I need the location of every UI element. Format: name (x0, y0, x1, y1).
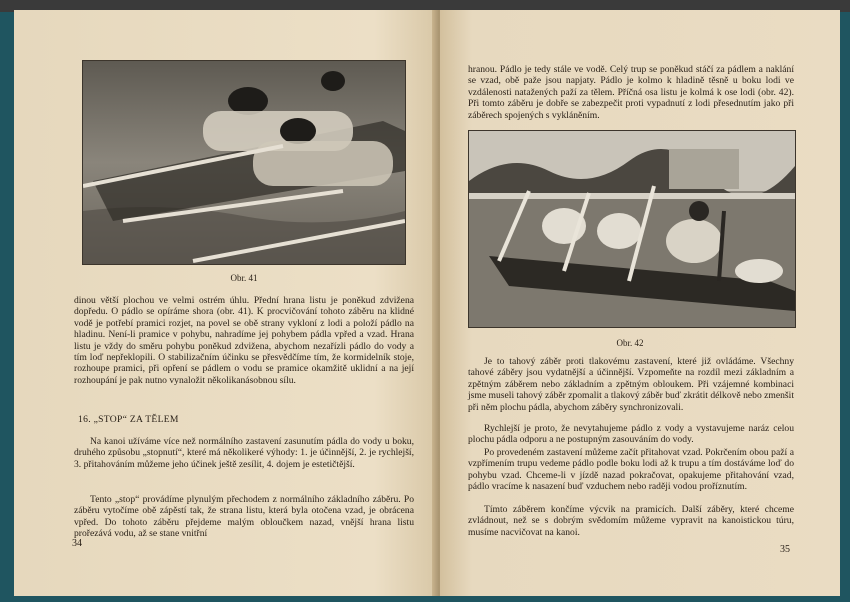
photo-obr-42 (468, 130, 796, 328)
right-paragraph-1 (468, 356, 794, 413)
right-paragraph-3 (468, 447, 794, 493)
paragraph-text: Po provedeném zastavení můžeme začít přitahovat vzad. Pokrčením obou paží a vzpřímením trupu vedeme pádlo podle boku lodi až k trupu a tím dostáváme loď do pohybu vzad. Chceme-li v jízdě nazad pokračovat, opakujeme přitahování vzad, pádlo vracíme k nasazení buď vzduchem nebo raději vodou proříznutím. (468, 447, 794, 493)
paragraph-text: dinou větší plochou ve velmi ostrém úhlu. Přední hrana listu je poněkud zdvižena dopředu. O pádlo se opíráme shora (obr. 41). K procvičování tohoto záběru na klidné vodě je potřebí pramici rozjet, na povel se obě strany vykloní z lodi a položí pádlo na hladinu. Není-li pramice v pohybu, nahradíme jej pohybem pádla vpřed a vzad. Hrana listu je vždy do směru pohybu poněkud zdvižena, abychom nezařízli pádlo do vody a tím loď nepřeklopili. O stabilizačním účinku se přesvědčíme tím, že kormidelník stoje, rozhoupe pramici, při opření se pádlem o vodu se pramice okamžitě uklidní a na její rozhoupání je pak nutno vynaložit několikanásobnou sílu. (74, 295, 414, 386)
right-paragraph-2 (468, 423, 794, 446)
left-paragraph-3 (74, 494, 414, 540)
right-paragraph-4 (468, 504, 794, 538)
photo-caption-42: Obr. 42 (616, 338, 644, 348)
rowing-photo-illustration (83, 61, 405, 264)
right-page (440, 10, 840, 596)
left-page (14, 10, 438, 596)
photo-caption-41: Obr. 41 (230, 273, 258, 283)
paragraph-text: Na kanoi užíváme více než normálního zastavení zasunutím pádla do vody u boku, druhého způsobu „stopnutí“, které má několikeré výhody: 1. je účinnější, 2. je rychlejší, 3. přitahováním můžeme jeho účinek ještě zesílit, 4. dojem je estetičtější. (74, 436, 414, 470)
canoe-photo-illustration (469, 131, 795, 327)
paragraph-text: Tímto záběrem končíme výcvik na pramicích. Další záběry, které chceme zvládnout, než se s dobrým svědomím můžeme vypravit na kanoistickou túru, musíme nacvičovat na kanoi. (468, 504, 794, 538)
paragraph-text: Tento „stop“ provádíme plynulým přechodem z normálního základního záběru. Po záběru vytočíme obě zápěstí tak, že strana listu, která byla otočena vzad, je obrácena vpřed. Do tohoto záběru přejdeme malým obloučkem nazad, vnější hrana listu prořezává vodu, až se stane vnitřní (74, 494, 414, 540)
paragraph-text: Rychlejší je proto, že nevytahujeme pádlo z vody a vystavujeme naráz celou plochu pádla odporu a ne postupným zasouváním do vody. (468, 423, 794, 446)
page-number-left: 34 (72, 538, 82, 549)
paragraph-text: Je to tahový záběr proti tlakovému zastavení, které již ovládáme. Všechny tahové záběry jsou vydatnější a účinnější. Vzpomeňte na rozdíl mezi základním a zpětným záběrem nebo základním a zpětným obloukem. Při vzájemné kombinaci jsme museli tahový záběr zpomalit a tlakový záběr buď zkrátit délkově nebo zmenšit při něm plochu pádla, abychom záběry synchronizovali. (468, 356, 794, 413)
right-paragraph-top (468, 64, 794, 121)
left-paragraph-2 (74, 436, 414, 470)
page-number-right: 35 (780, 544, 790, 555)
photo-obr-41 (82, 60, 406, 265)
paragraph-text: hranou. Pádlo je tedy stále ve vodě. Celý trup se poněkud stáčí za pádlem a naklání se vzad, obě paže jsou napjaty. Pádlo je kolmo k hladině těsně u boku lodi ve vzdálenosti natažených paží za tělem. Příčná osa listu je kolmá k ose lodi (obr. 42). Při tomto záběru je dobře se zabezpečit proti vypadnutí z lodi přesednutím jako při záběrech spojených s vykláněním. (468, 64, 794, 121)
left-paragraph-1 (74, 295, 414, 386)
section-heading: 16. „STOP“ ZA TĚLEM (78, 414, 179, 425)
